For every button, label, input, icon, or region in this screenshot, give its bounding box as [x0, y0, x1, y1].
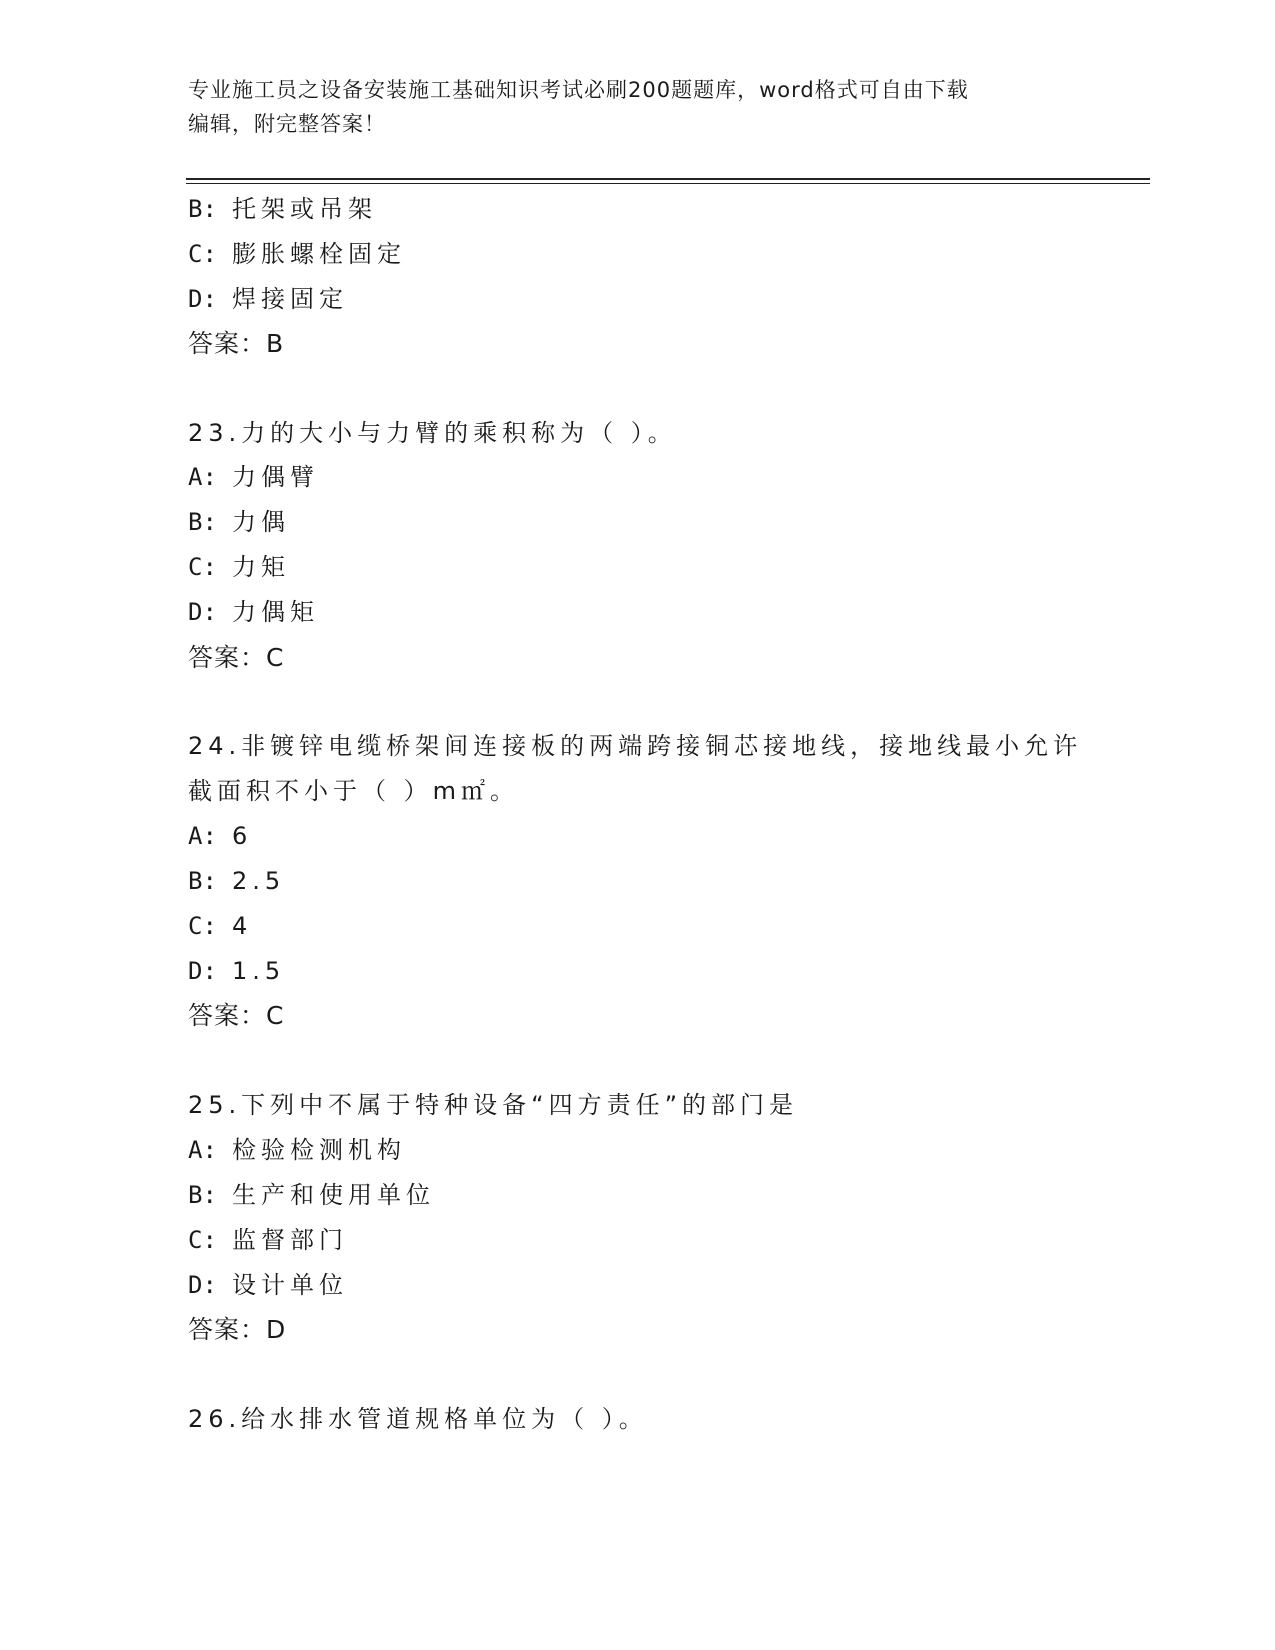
option-text: 2.5: [232, 867, 286, 895]
q23-question: 23.力的大小与力臂的乘积称为（ ）。: [188, 419, 677, 447]
header-divider-thin: [186, 183, 1150, 184]
q25-option-c: [188, 1224, 348, 1256]
option-text: 生产和使用单位: [232, 1181, 435, 1209]
q24-option-b: [188, 865, 285, 897]
q24-option-d: [188, 955, 285, 987]
q22-option-c: [188, 238, 406, 270]
option-key: A:: [188, 1136, 217, 1164]
q24-option-a: [188, 820, 252, 852]
answer-value: C: [266, 1001, 285, 1030]
option-key: C:: [188, 912, 217, 940]
q24-question-line2: 截面积不小于（ ）m㎡。: [188, 777, 520, 805]
option-text: 6: [232, 822, 253, 850]
option-text: 检验检测机构: [232, 1136, 406, 1164]
q23-option-b: [188, 506, 290, 538]
option-text: 力矩: [232, 553, 290, 581]
option-key: C:: [188, 240, 217, 268]
option-key: A:: [188, 463, 217, 491]
q23-option-a: [188, 461, 319, 493]
q24-question-line1: 24.非镀锌电缆桥架间连接板的两端跨接铜芯接地线，接地线最小允许: [188, 732, 1083, 760]
option-text: 焊接固定: [232, 285, 348, 313]
header-title-line2: 编辑，附完整答案！: [188, 112, 386, 136]
option-text: 力偶臂: [232, 463, 319, 491]
q22-answer: [188, 328, 284, 360]
option-key: D:: [188, 285, 217, 313]
header-divider-thick: [186, 178, 1150, 180]
option-key: C:: [188, 553, 217, 581]
answer-label: 答案：: [188, 1001, 267, 1030]
option-key: D:: [188, 957, 217, 985]
q25-option-a: [188, 1134, 406, 1166]
q22-option-d: [188, 283, 348, 315]
q25-question: 25.下列中不属于特种设备“四方责任”的部门是: [188, 1091, 799, 1119]
option-key: D:: [188, 598, 217, 626]
option-key: B:: [188, 195, 217, 223]
q25-answer: [188, 1314, 286, 1346]
option-key: B:: [188, 508, 217, 536]
q25-option-d: [188, 1269, 348, 1301]
option-key: C:: [188, 1226, 217, 1254]
answer-value: D: [266, 1315, 287, 1344]
option-key: B:: [188, 867, 217, 895]
answer-label: 答案：: [188, 329, 267, 358]
option-text: 膨胀螺栓固定: [232, 240, 406, 268]
option-text: 1.5: [232, 957, 286, 985]
answer-label: 答案：: [188, 643, 267, 672]
option-key: A:: [188, 822, 217, 850]
q22-option-b: [188, 193, 377, 225]
header-title-line1: 专业施工员之设备安装施工基础知识考试必刷200题题库，word格式可自由下载: [188, 78, 969, 102]
q24-option-c: [188, 910, 252, 942]
q26-question: 26.给水排水管道规格单位为（ ）。: [188, 1405, 648, 1433]
answer-value: B: [266, 329, 285, 358]
q23-option-c: [188, 551, 290, 583]
option-key: B:: [188, 1181, 217, 1209]
option-text: 监督部门: [232, 1226, 348, 1254]
option-text: 4: [232, 912, 253, 940]
option-text: 托架或吊架: [232, 195, 377, 223]
answer-value: C: [266, 643, 285, 672]
q23-option-d: [188, 596, 319, 628]
option-key: D:: [188, 1271, 217, 1299]
option-text: 力偶: [232, 508, 290, 536]
option-text: 设计单位: [232, 1271, 348, 1299]
q24-answer: [188, 1000, 284, 1032]
document-header: [188, 73, 1068, 141]
q25-option-b: [188, 1179, 435, 1211]
q23-answer: [188, 642, 284, 674]
answer-label: 答案：: [188, 1315, 267, 1344]
option-text: 力偶矩: [232, 598, 319, 626]
